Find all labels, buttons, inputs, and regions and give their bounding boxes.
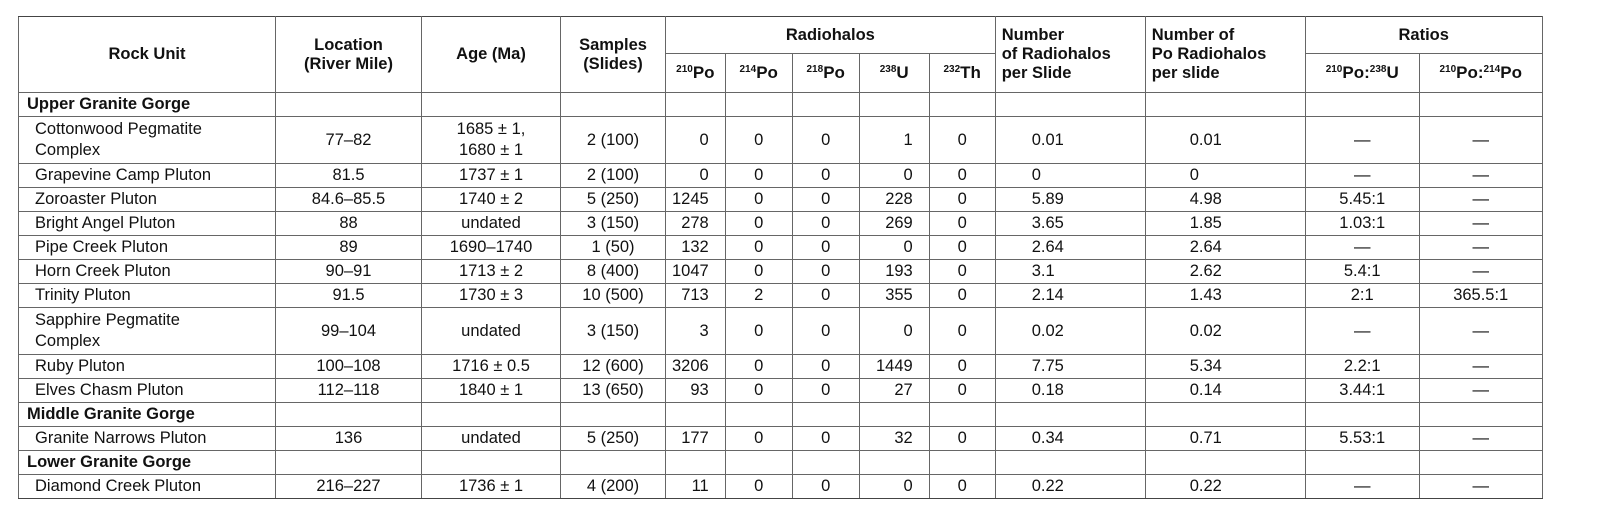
location-cell: 90–91 bbox=[276, 260, 422, 284]
po210-cell: 1245 bbox=[666, 188, 726, 212]
section-title: Lower Granite Gorge bbox=[19, 451, 276, 475]
samples-cell: 5 (250) bbox=[561, 188, 666, 212]
radiohalos-per-slide-cell: 3.1 bbox=[995, 260, 1145, 284]
ratio-po210-po214-cell: 365.5:1 bbox=[1419, 284, 1542, 308]
radiohalos-per-slide-cell: 2.64 bbox=[995, 236, 1145, 260]
po-radiohalos-per-slide-cell: 0.14 bbox=[1145, 379, 1305, 403]
location-cell: 136 bbox=[276, 427, 422, 451]
location-cell: 100–108 bbox=[276, 355, 422, 379]
radiohalos-per-slide-cell: 3.65 bbox=[995, 212, 1145, 236]
table-row bbox=[19, 284, 1543, 308]
location-cell: 112–118 bbox=[276, 379, 422, 403]
header-ratios: Ratios bbox=[1305, 17, 1542, 54]
section-title: Middle Granite Gorge bbox=[19, 403, 276, 427]
empty-cell bbox=[1419, 451, 1542, 475]
ratio-po210-po214-cell: — bbox=[1419, 236, 1542, 260]
empty-cell bbox=[792, 451, 859, 475]
po218-cell: 0 bbox=[792, 188, 859, 212]
po-radiohalos-per-slide-cell: 1.43 bbox=[1145, 284, 1305, 308]
th232-cell: 0 bbox=[929, 355, 995, 379]
po218-cell: 0 bbox=[792, 355, 859, 379]
po218-cell: 0 bbox=[792, 475, 859, 499]
rock-unit-cell: Bright Angel Pluton bbox=[19, 212, 276, 236]
po214-cell: 0 bbox=[725, 379, 792, 403]
empty-cell bbox=[1305, 403, 1419, 427]
ratio-po210-po214-cell: — bbox=[1419, 188, 1542, 212]
location-cell: 84.6–85.5 bbox=[276, 188, 422, 212]
ratio-po210-u238-cell: 1.03:1 bbox=[1305, 212, 1419, 236]
ratio-po210-u238-cell: — bbox=[1305, 117, 1419, 164]
header-isotope-218po: $^{218}$Po bbox=[792, 54, 859, 93]
rock-unit-cell: Grapevine Camp Pluton bbox=[19, 164, 276, 188]
po210-cell: 278 bbox=[666, 212, 726, 236]
location-cell: 77–82 bbox=[276, 117, 422, 164]
table-row bbox=[19, 212, 1543, 236]
empty-cell bbox=[561, 93, 666, 117]
empty-cell bbox=[725, 451, 792, 475]
section-row bbox=[19, 93, 1543, 117]
u238-cell: 193 bbox=[859, 260, 929, 284]
header-ratio-1: $^{210}$Po:$^{238}$U bbox=[1305, 54, 1419, 93]
samples-cell: 10 (500) bbox=[561, 284, 666, 308]
th232-cell: 0 bbox=[929, 475, 995, 499]
po214-cell: 0 bbox=[725, 164, 792, 188]
rock-unit-cell: Elves Chasm Pluton bbox=[19, 379, 276, 403]
u238-cell: 1 bbox=[859, 117, 929, 164]
po218-cell: 0 bbox=[792, 379, 859, 403]
header-isotope-214po: $^{214}$Po bbox=[725, 54, 792, 93]
table-row bbox=[19, 355, 1543, 379]
samples-cell: 1 (50) bbox=[561, 236, 666, 260]
po-radiohalos-per-slide-cell: 2.62 bbox=[1145, 260, 1305, 284]
ratio-po210-po214-cell: — bbox=[1419, 164, 1542, 188]
th232-cell: 0 bbox=[929, 427, 995, 451]
th232-cell: 0 bbox=[929, 164, 995, 188]
po210-cell: 713 bbox=[666, 284, 726, 308]
empty-cell bbox=[929, 451, 995, 475]
table-row bbox=[19, 236, 1543, 260]
empty-cell bbox=[859, 403, 929, 427]
po-radiohalos-per-slide-cell: 0.01 bbox=[1145, 117, 1305, 164]
samples-cell: 8 (400) bbox=[561, 260, 666, 284]
ratio-po210-po214-cell: — bbox=[1419, 379, 1542, 403]
empty-cell bbox=[929, 93, 995, 117]
rock-unit-cell: Granite Narrows Pluton bbox=[19, 427, 276, 451]
ratio-po210-u238-cell: 2:1 bbox=[1305, 284, 1419, 308]
po214-cell: 0 bbox=[725, 188, 792, 212]
rock-unit-cell: Zoroaster Pluton bbox=[19, 188, 276, 212]
table-row bbox=[19, 117, 1543, 164]
header-samples: Samples (Slides) bbox=[561, 17, 666, 93]
po218-cell: 0 bbox=[792, 164, 859, 188]
po-radiohalos-per-slide-cell: 2.64 bbox=[1145, 236, 1305, 260]
ratio-po210-po214-cell: — bbox=[1419, 308, 1542, 355]
empty-cell bbox=[276, 93, 422, 117]
po214-cell: 0 bbox=[725, 260, 792, 284]
header-po-per-slide: Number of Po Radiohalos per slide bbox=[1145, 17, 1305, 93]
ratio-po210-u238-cell: 5.53:1 bbox=[1305, 427, 1419, 451]
th232-cell: 0 bbox=[929, 188, 995, 212]
empty-cell bbox=[725, 403, 792, 427]
po-radiohalos-per-slide-cell: 1.85 bbox=[1145, 212, 1305, 236]
po214-cell: 0 bbox=[725, 308, 792, 355]
empty-cell bbox=[422, 93, 561, 117]
empty-cell bbox=[792, 93, 859, 117]
radiohalos-per-slide-cell: 0.34 bbox=[995, 427, 1145, 451]
radiohalos-per-slide-cell: 7.75 bbox=[995, 355, 1145, 379]
radiohalos-per-slide-cell: 5.89 bbox=[995, 188, 1145, 212]
th232-cell: 0 bbox=[929, 117, 995, 164]
age-cell: 1736 ± 1 bbox=[422, 475, 561, 499]
u238-cell: 1449 bbox=[859, 355, 929, 379]
table-row bbox=[19, 379, 1543, 403]
radiohalos-per-slide-cell: 0.01 bbox=[995, 117, 1145, 164]
ratio-po210-po214-cell: — bbox=[1419, 355, 1542, 379]
rock-unit-cell: Ruby Pluton bbox=[19, 355, 276, 379]
table-row bbox=[19, 427, 1543, 451]
header-isotope-238u: $^{238}$U bbox=[859, 54, 929, 93]
po210-cell: 0 bbox=[666, 164, 726, 188]
samples-cell: 3 (150) bbox=[561, 308, 666, 355]
ratio-po210-po214-cell: — bbox=[1419, 260, 1542, 284]
empty-cell bbox=[1419, 93, 1542, 117]
radiohalos-per-slide-cell: 0 bbox=[995, 164, 1145, 188]
rock-unit-cell: Horn Creek Pluton bbox=[19, 260, 276, 284]
samples-cell: 2 (100) bbox=[561, 117, 666, 164]
empty-cell bbox=[276, 451, 422, 475]
empty-cell bbox=[276, 403, 422, 427]
po-radiohalos-per-slide-cell: 4.98 bbox=[1145, 188, 1305, 212]
location-cell: 88 bbox=[276, 212, 422, 236]
po-radiohalos-per-slide-cell: 5.34 bbox=[1145, 355, 1305, 379]
th232-cell: 0 bbox=[929, 212, 995, 236]
empty-cell bbox=[422, 451, 561, 475]
section-row bbox=[19, 403, 1543, 427]
empty-cell bbox=[859, 93, 929, 117]
po214-cell: 0 bbox=[725, 355, 792, 379]
samples-cell: 12 (600) bbox=[561, 355, 666, 379]
ratio-po210-u238-cell: 5.45:1 bbox=[1305, 188, 1419, 212]
po-radiohalos-per-slide-cell: 0.71 bbox=[1145, 427, 1305, 451]
rock-unit-cell: Pipe Creek Pluton bbox=[19, 236, 276, 260]
radiohalos-per-slide-cell: 2.14 bbox=[995, 284, 1145, 308]
empty-cell bbox=[666, 93, 726, 117]
po214-cell: 0 bbox=[725, 236, 792, 260]
ratio-po210-u238-cell: — bbox=[1305, 475, 1419, 499]
empty-cell bbox=[666, 451, 726, 475]
empty-cell bbox=[561, 451, 666, 475]
po218-cell: 0 bbox=[792, 117, 859, 164]
ratio-po210-po214-cell: — bbox=[1419, 117, 1542, 164]
header-number-per-slide: Number of Radiohalos per Slide bbox=[995, 17, 1145, 93]
po-radiohalos-per-slide-cell: 0.02 bbox=[1145, 308, 1305, 355]
empty-cell bbox=[725, 93, 792, 117]
age-cell: 1713 ± 2 bbox=[422, 260, 561, 284]
location-cell: 81.5 bbox=[276, 164, 422, 188]
po214-cell: 0 bbox=[725, 475, 792, 499]
po218-cell: 0 bbox=[792, 236, 859, 260]
empty-cell bbox=[1305, 451, 1419, 475]
header-rock-unit: Rock Unit bbox=[19, 17, 276, 93]
th232-cell: 0 bbox=[929, 236, 995, 260]
po210-cell: 0 bbox=[666, 117, 726, 164]
po218-cell: 0 bbox=[792, 284, 859, 308]
rock-unit-cell: Trinity Pluton bbox=[19, 284, 276, 308]
th232-cell: 0 bbox=[929, 379, 995, 403]
age-cell: undated bbox=[422, 308, 561, 355]
ratio-po210-u238-cell: 3.44:1 bbox=[1305, 379, 1419, 403]
ratio-po210-po214-cell: — bbox=[1419, 427, 1542, 451]
empty-cell bbox=[1145, 93, 1305, 117]
u238-cell: 27 bbox=[859, 379, 929, 403]
radiohalo-table bbox=[18, 16, 1543, 499]
empty-cell bbox=[666, 403, 726, 427]
header-ratio-2: $^{210}$Po:$^{214}$Po bbox=[1419, 54, 1542, 93]
radiohalos-per-slide-cell: 0.22 bbox=[995, 475, 1145, 499]
age-cell: 1740 ± 2 bbox=[422, 188, 561, 212]
age-cell: 1840 ± 1 bbox=[422, 379, 561, 403]
age-cell: 1690–1740 bbox=[422, 236, 561, 260]
header-isotope-232th: $^{232}$Th bbox=[929, 54, 995, 93]
empty-cell bbox=[995, 403, 1145, 427]
radiohalos-per-slide-cell: 0.18 bbox=[995, 379, 1145, 403]
po-radiohalos-per-slide-cell: 0 bbox=[1145, 164, 1305, 188]
location-cell: 91.5 bbox=[276, 284, 422, 308]
th232-cell: 0 bbox=[929, 308, 995, 355]
po210-cell: 177 bbox=[666, 427, 726, 451]
po214-cell: 0 bbox=[725, 117, 792, 164]
ratio-po210-po214-cell: — bbox=[1419, 475, 1542, 499]
u238-cell: 32 bbox=[859, 427, 929, 451]
th232-cell: 0 bbox=[929, 284, 995, 308]
po218-cell: 0 bbox=[792, 308, 859, 355]
u238-cell: 228 bbox=[859, 188, 929, 212]
empty-cell bbox=[1419, 403, 1542, 427]
empty-cell bbox=[792, 403, 859, 427]
po210-cell: 132 bbox=[666, 236, 726, 260]
table-header bbox=[19, 17, 1543, 93]
header-radiohalos: Radiohalos bbox=[666, 17, 996, 54]
ratio-po210-u238-cell: — bbox=[1305, 236, 1419, 260]
u238-cell: 0 bbox=[859, 164, 929, 188]
samples-cell: 2 (100) bbox=[561, 164, 666, 188]
table-row bbox=[19, 475, 1543, 499]
header-isotope-210po: $^{210}$Po bbox=[666, 54, 726, 93]
empty-cell bbox=[1145, 451, 1305, 475]
rock-unit-cell: Sapphire Pegmatite Complex bbox=[19, 308, 276, 355]
age-cell: undated bbox=[422, 212, 561, 236]
empty-cell bbox=[859, 451, 929, 475]
po210-cell: 3 bbox=[666, 308, 726, 355]
samples-cell: 5 (250) bbox=[561, 427, 666, 451]
section-title: Upper Granite Gorge bbox=[19, 93, 276, 117]
table-row bbox=[19, 308, 1543, 355]
rock-unit-cell: Cottonwood Pegmatite Complex bbox=[19, 117, 276, 164]
u238-cell: 355 bbox=[859, 284, 929, 308]
empty-cell bbox=[995, 451, 1145, 475]
th232-cell: 0 bbox=[929, 260, 995, 284]
samples-cell: 4 (200) bbox=[561, 475, 666, 499]
u238-cell: 0 bbox=[859, 475, 929, 499]
ratio-po210-u238-cell: 2.2:1 bbox=[1305, 355, 1419, 379]
age-cell: 1716 ± 0.5 bbox=[422, 355, 561, 379]
empty-cell bbox=[422, 403, 561, 427]
age-cell: undated bbox=[422, 427, 561, 451]
header-age: Age (Ma) bbox=[422, 17, 561, 93]
ratio-po210-u238-cell: — bbox=[1305, 164, 1419, 188]
empty-cell bbox=[929, 403, 995, 427]
age-cell: 1730 ± 3 bbox=[422, 284, 561, 308]
rock-unit-cell: Diamond Creek Pluton bbox=[19, 475, 276, 499]
empty-cell bbox=[1305, 93, 1419, 117]
ratio-po210-po214-cell: — bbox=[1419, 212, 1542, 236]
age-cell: 1737 ± 1 bbox=[422, 164, 561, 188]
samples-cell: 13 (650) bbox=[561, 379, 666, 403]
po210-cell: 3206 bbox=[666, 355, 726, 379]
po214-cell: 0 bbox=[725, 427, 792, 451]
ratio-po210-u238-cell: — bbox=[1305, 308, 1419, 355]
samples-cell: 3 (150) bbox=[561, 212, 666, 236]
ratio-po210-u238-cell: 5.4:1 bbox=[1305, 260, 1419, 284]
radiohalo-table-container bbox=[18, 16, 1543, 499]
table-body bbox=[19, 93, 1543, 499]
header-location: Location (River Mile) bbox=[276, 17, 422, 93]
location-cell: 89 bbox=[276, 236, 422, 260]
u238-cell: 269 bbox=[859, 212, 929, 236]
po-radiohalos-per-slide-cell: 0.22 bbox=[1145, 475, 1305, 499]
empty-cell bbox=[561, 403, 666, 427]
table-row bbox=[19, 260, 1543, 284]
u238-cell: 0 bbox=[859, 236, 929, 260]
po214-cell: 2 bbox=[725, 284, 792, 308]
u238-cell: 0 bbox=[859, 308, 929, 355]
empty-cell bbox=[995, 93, 1145, 117]
age-cell: 1685 ± 1, 1680 ± 1 bbox=[422, 117, 561, 164]
po210-cell: 1047 bbox=[666, 260, 726, 284]
po210-cell: 93 bbox=[666, 379, 726, 403]
location-cell: 216–227 bbox=[276, 475, 422, 499]
location-cell: 99–104 bbox=[276, 308, 422, 355]
table-row bbox=[19, 188, 1543, 212]
po218-cell: 0 bbox=[792, 260, 859, 284]
po210-cell: 11 bbox=[666, 475, 726, 499]
po218-cell: 0 bbox=[792, 212, 859, 236]
section-row bbox=[19, 451, 1543, 475]
po214-cell: 0 bbox=[725, 212, 792, 236]
po218-cell: 0 bbox=[792, 427, 859, 451]
radiohalos-per-slide-cell: 0.02 bbox=[995, 308, 1145, 355]
table-row bbox=[19, 164, 1543, 188]
empty-cell bbox=[1145, 403, 1305, 427]
